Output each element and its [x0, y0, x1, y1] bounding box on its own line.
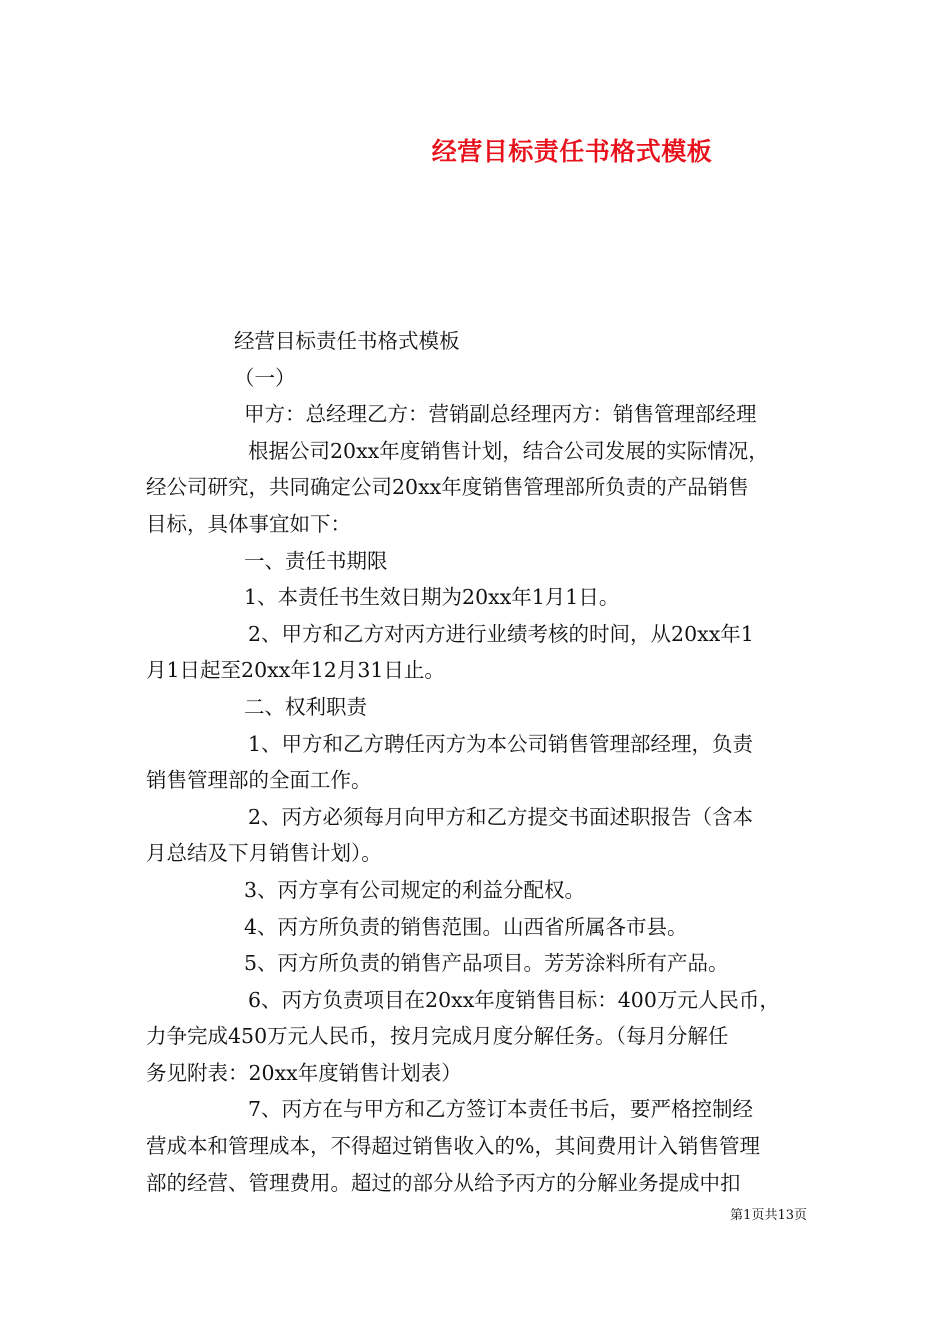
document-body — [146, 323, 810, 1201]
paragraph-line: 2、甲方和乙方对丙方进行业绩考核的时间，从20xx年1 — [248, 621, 754, 646]
paragraph-line: 力争完成450万元人民币，按月完成月度分解任务。（每月分解任 — [146, 1024, 729, 1049]
paragraph-line: 经公司研究，共同确定公司20xx年度销售管理部所负责的产品销售 — [146, 475, 749, 500]
paragraph-line: 4、丙方所负责的销售范围。山西省所属各市县。 — [244, 914, 688, 939]
paragraph-line: 一、责任书期限 — [244, 548, 388, 573]
paragraph-line: 甲方：总经理乙方：营销副总经理丙方：销售管理部经理 — [244, 402, 757, 427]
paragraph-line: 经营目标责任书格式模板 — [234, 329, 460, 353]
paragraph-line: 1、甲方和乙方聘任丙方为本公司销售管理部经理，负责 — [248, 731, 754, 756]
paragraph-line: （一） — [234, 365, 296, 390]
paragraph-line: 二、权利职责 — [244, 694, 367, 719]
paragraph-line: 2、丙方必须每月向甲方和乙方提交书面述职报告（含本 — [248, 804, 754, 829]
paragraph-line: 营成本和管理成本，不得超过销售收入的%，其间费用计入销售管理 — [146, 1134, 760, 1159]
paragraph-line: 月总结及下月销售计划）。 — [146, 841, 382, 866]
document-title: 经营目标责任书格式模板 — [431, 137, 713, 166]
paragraph-line: 务见附表：20xx年度销售计划表） — [146, 1060, 462, 1085]
paragraph-line: 6、丙方负责项目在20xx年度销售目标：400万元人民币， — [248, 987, 780, 1012]
paragraph-line: 7、丙方在与甲方和乙方签订本责任书后，要严格控制经 — [248, 1097, 754, 1122]
paragraph-line: 3、丙方享有公司规定的利益分配权。 — [244, 877, 586, 902]
paragraph-line: 1、本责任书生效日期为20xx年1月1日。 — [244, 585, 620, 610]
paragraph-line: 销售管理部的全面工作。 — [146, 768, 372, 793]
page-number: 第1页共13页 — [730, 1208, 807, 1223]
paragraph-line: 部的经营、管理费用。超过的部分从给予丙方的分解业务提成中扣 — [146, 1170, 741, 1195]
paragraph-line: 5、丙方所负责的销售产品项目。芳芳涂料所有产品。 — [244, 951, 729, 976]
paragraph-line: 目标，具体事宜如下： — [146, 511, 351, 536]
paragraph-line: 根据公司20xx年度销售计划，结合公司发展的实际情况， — [248, 438, 769, 463]
paragraph-line: 月1日起至20xx年12月31日止。 — [146, 658, 445, 683]
